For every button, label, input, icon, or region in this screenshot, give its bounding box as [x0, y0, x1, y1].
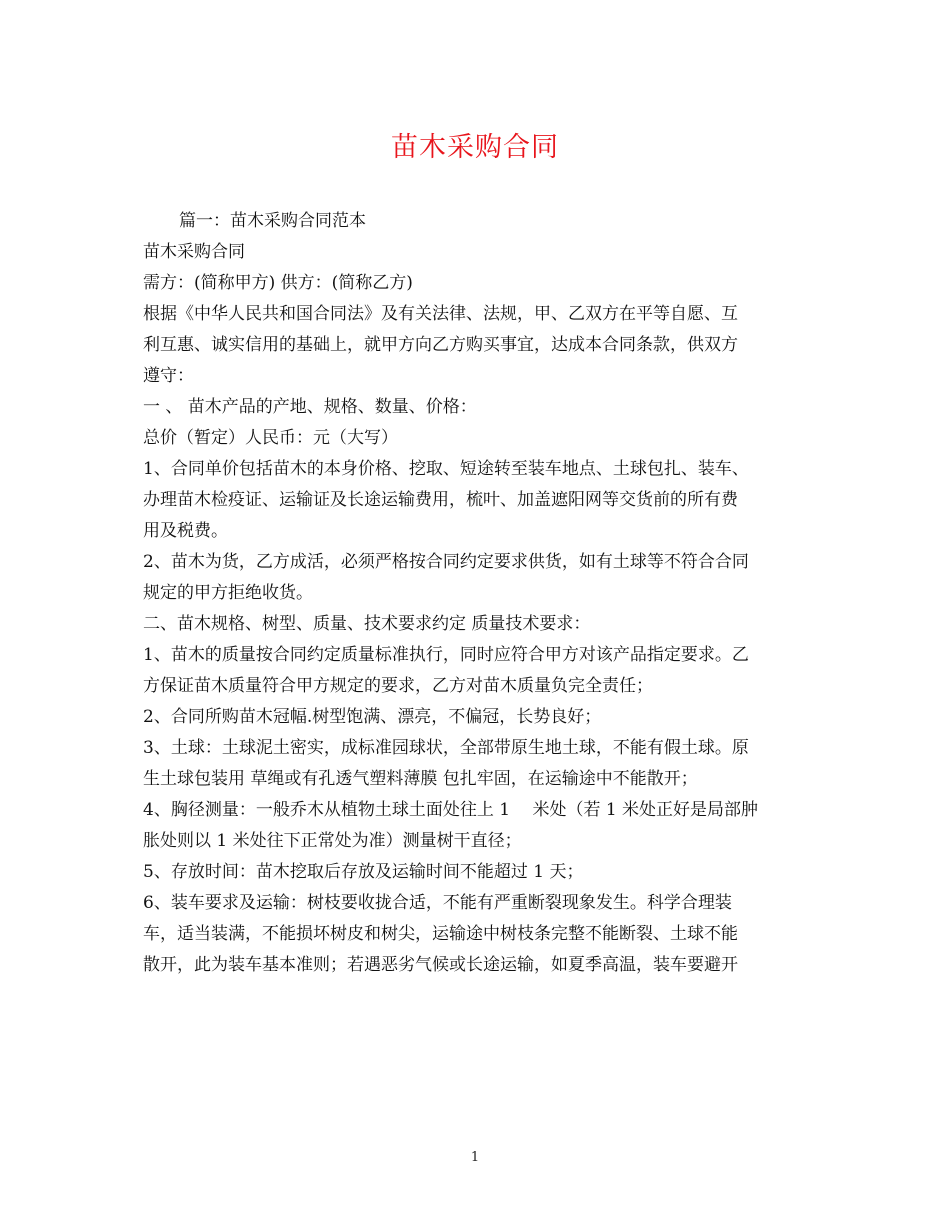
preamble-line: 根据《中华人民共和国合同法》及有关法律、法规，甲、乙双方在平等自愿、互	[143, 304, 738, 324]
document-title: 苗木采购合同	[391, 132, 559, 163]
clause-line: 1、合同单价包括苗木的本身价格、挖取、短途转至装车地点、土球包扎、装车、	[143, 459, 749, 479]
preamble-line: 遵守：	[143, 366, 194, 386]
total-price-line: 总价（暂定）人民币：元（大写）	[143, 428, 398, 448]
clause-line: 胀处则以 1 米处往下正常处为准）测量树干直径；	[143, 831, 522, 851]
preamble-line: 利互惠、诚实信用的基础上，就甲方向乙方购买事宜，达成本合同条款，供双方	[143, 335, 738, 355]
clause-line: 办理苗木检疫证、运输证及长途运输费用，梳叶、加盖遮阳网等交货前的所有费	[143, 490, 738, 510]
clause-line: 规定的甲方拒绝收货。	[143, 583, 313, 603]
clause-line: 用及税费。	[143, 521, 228, 541]
clause-heading: 二、苗木规格、树型、质量、技术要求约定 质量技术要求：	[143, 614, 591, 634]
parties-line: 需方：(简称甲方) 供方：(简称乙方)	[143, 273, 413, 293]
clause-line: 生土球包装用 草绳或有孔透气塑料薄膜 包扎牢固，在运输途中不能散开；	[143, 769, 698, 789]
clause-line: 4、胸径测量：一般乔木从植物土球土面处往上 1 米处（若 1 米处正好是局部肿	[143, 800, 759, 820]
page-number: 1	[470, 1150, 480, 1165]
clause-line: 2、合同所购苗木冠幅.树型饱满、漂亮，不偏冠，长势良好；	[143, 707, 602, 727]
section-heading: 篇一：苗木采购合同范本	[179, 211, 366, 231]
clause-line: 2、苗木为货，乙方成活，必须严格按合同约定要求供货，如有土球等不符合合同	[143, 552, 749, 572]
clause-line: 5、存放时间：苗木挖取后存放及运输时间不能超过 1 天；	[143, 862, 584, 882]
clause-line: 方保证苗木质量符合甲方规定的要求，乙方对苗木质量负完全责任；	[143, 676, 653, 696]
clause-line: 散开，此为装车基本准则；若遇恶劣气候或长途运输，如夏季高温，装车要避开	[143, 955, 738, 975]
clause-line: 1、苗木的质量按合同约定质量标准执行，同时应符合甲方对该产品指定要求。乙	[143, 645, 749, 665]
clause-line: 3、土球：土球泥土密实，成标准园球状，全部带原生地土球，不能有假土球。原	[143, 738, 749, 758]
contract-name: 苗木采购合同	[143, 242, 245, 262]
document-body	[143, 206, 808, 981]
clause-heading: 一 、 苗木产品的产地、规格、数量、价格：	[143, 397, 477, 417]
clause-line: 6、装车要求及运输：树枝要收拢合适，不能有严重断裂现象发生。科学合理装	[143, 893, 732, 913]
clause-line: 车，适当装满，不能损坏树皮和树尖，运输途中树枝条完整不能断裂、土球不能	[143, 924, 738, 944]
